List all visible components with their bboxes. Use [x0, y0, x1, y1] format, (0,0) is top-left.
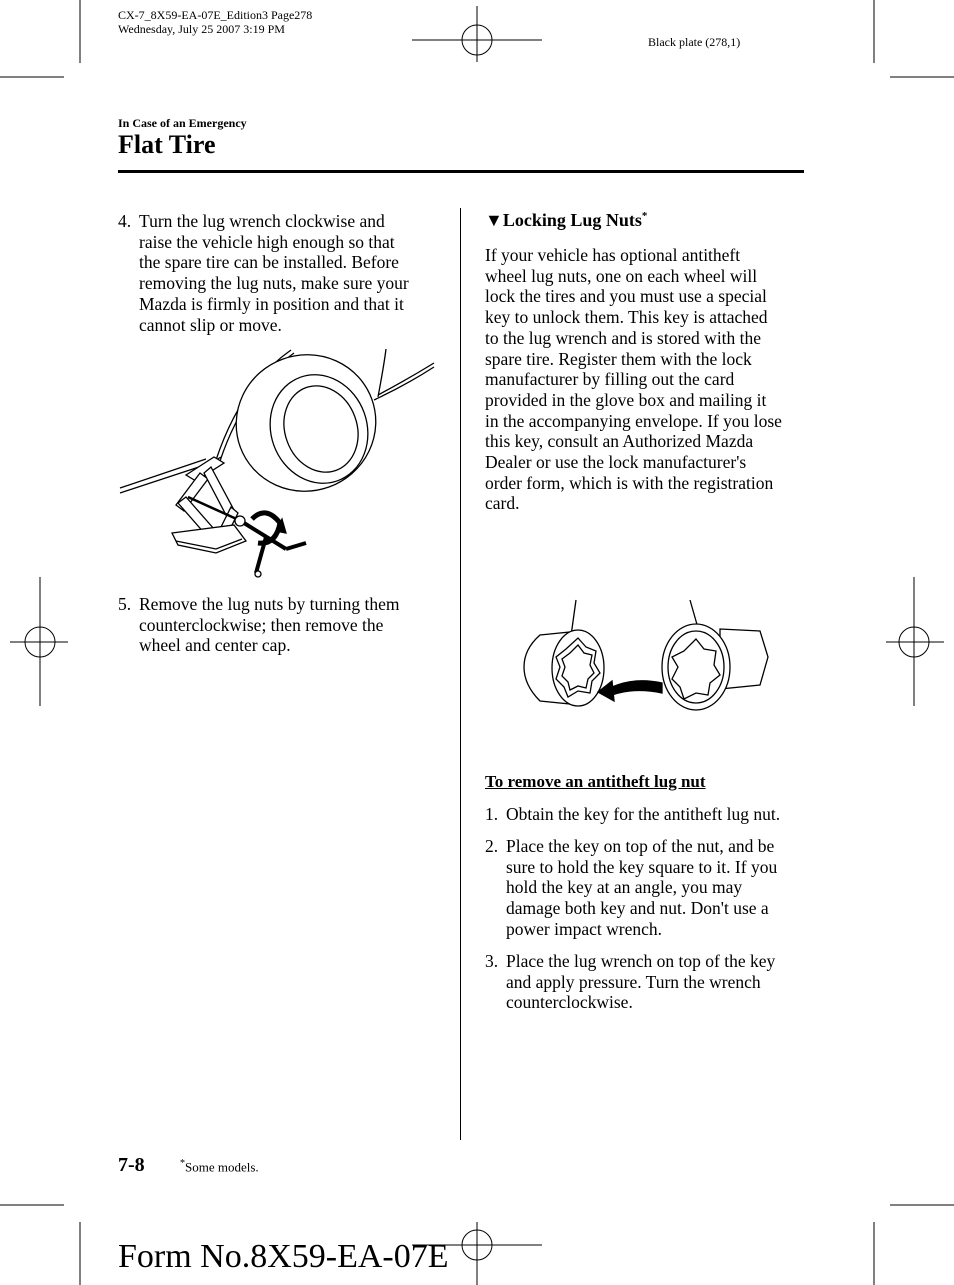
- heading-text: Locking Lug Nuts: [502, 210, 642, 230]
- antitheft-paragraph: [485, 245, 810, 514]
- paragraph-line: spare tire. Register them with the lock: [485, 348, 752, 369]
- paragraph-line: lock the tires and you must use a special: [485, 286, 767, 307]
- jack-illustration: [116, 345, 436, 585]
- step-4-text: [139, 211, 409, 335]
- step-4-line: the spare tire can be installed. Before: [139, 252, 399, 273]
- remove-step-line: Place the lug wrench on top of the key: [506, 951, 776, 971]
- step-5-text: [139, 594, 400, 656]
- triangle-marker-icon: ▼: [485, 210, 503, 230]
- remove-step-3-text: [506, 951, 775, 1013]
- paragraph-line: this key, consult an Authorized Mazda: [485, 431, 754, 452]
- asterisk-icon: *: [180, 1158, 185, 1169]
- step-5-line: wheel and center cap.: [139, 635, 291, 656]
- remove-step-line: power impact wrench.: [506, 918, 662, 939]
- step-4-number: 4.: [118, 211, 132, 231]
- paragraph-line: manufacturer by filling out the card: [485, 369, 735, 390]
- step-4-line: Mazda is firmly in position and that it: [139, 293, 404, 314]
- plate-label: Black plate (278,1): [648, 35, 741, 49]
- step-4-line: Turn the lug wrench clockwise and: [139, 211, 385, 231]
- step-5-number: 5.: [118, 594, 132, 614]
- asterisk-icon: *: [641, 210, 648, 222]
- footnote: [180, 1158, 259, 1175]
- remove-step-line: sure to hold the key square to it. If you: [506, 856, 778, 877]
- paragraph-line: order form, which is with the registration: [485, 472, 774, 493]
- paragraph-line: If your vehicle has optional antitheft: [485, 245, 741, 265]
- lug-nut-key-illustration: [520, 595, 780, 725]
- remove-step-line: Obtain the key for the antitheft lug nut.: [506, 804, 781, 824]
- remove-step-line: damage both key and nut. Don't use a: [506, 898, 769, 919]
- remove-step-line: Place the key on top of the nut, and be: [506, 836, 775, 856]
- paragraph-line: to the lug wrench and is stored with the: [485, 327, 762, 348]
- locking-lug-nuts-heading: [485, 210, 647, 231]
- paragraph-line: in the accompanying envelope. If you lose: [485, 410, 782, 431]
- remove-step-1: [485, 804, 810, 826]
- remove-step-line: and apply pressure. Turn the wrench: [506, 971, 761, 992]
- column-divider: [460, 208, 461, 1140]
- step-4-line: raise the vehicle high enough so that: [139, 231, 395, 252]
- remove-step-2: [485, 836, 810, 942]
- step-5-line: counterclockwise; then remove the: [139, 614, 384, 635]
- paragraph-line: Dealer or use the lock manufacturer's: [485, 452, 747, 473]
- step-5: [118, 594, 438, 660]
- paragraph-line: key to unlock them. This key is attached: [485, 307, 768, 328]
- paragraph-line: wheel lug nuts, one on each wheel will: [485, 265, 758, 286]
- file-info-line-2: Wednesday, July 25 2007 3:19 PM: [118, 22, 285, 36]
- step-4-line: cannot slip or move.: [139, 314, 282, 335]
- footnote-text: Some models.: [185, 1159, 259, 1175]
- remove-step-2-text: [506, 836, 777, 940]
- remove-step-3-number: 3.: [485, 951, 499, 971]
- section-label: In Case of an Emergency: [118, 116, 247, 130]
- step-5-line: Remove the lug nuts by turning them: [139, 594, 400, 614]
- remove-step-1-number: 1.: [485, 804, 499, 824]
- step-4-line: removing the lug nuts, make sure your: [139, 273, 409, 294]
- file-info-line-1: CX-7_8X59-EA-07E_Edition3 Page278: [118, 8, 313, 22]
- paragraph-line: card.: [485, 493, 520, 514]
- remove-step-2-number: 2.: [485, 836, 499, 856]
- remove-lug-nut-subheading: To remove an antitheft lug nut: [485, 772, 706, 791]
- remove-step-1-text: [506, 804, 780, 825]
- remove-step-line: counterclockwise.: [506, 992, 633, 1013]
- remove-step-line: hold the key at an angle, you may: [506, 877, 743, 898]
- page-number: 7-8: [118, 1154, 145, 1176]
- paragraph-line: provided in the glove box and mailing it: [485, 389, 767, 410]
- page-title: Flat Tire: [118, 130, 216, 159]
- form-number: Form No.8X59-EA-07E: [118, 1238, 449, 1275]
- step-4: [118, 211, 438, 341]
- remove-step-3: [485, 951, 810, 1017]
- title-rule: [118, 170, 804, 173]
